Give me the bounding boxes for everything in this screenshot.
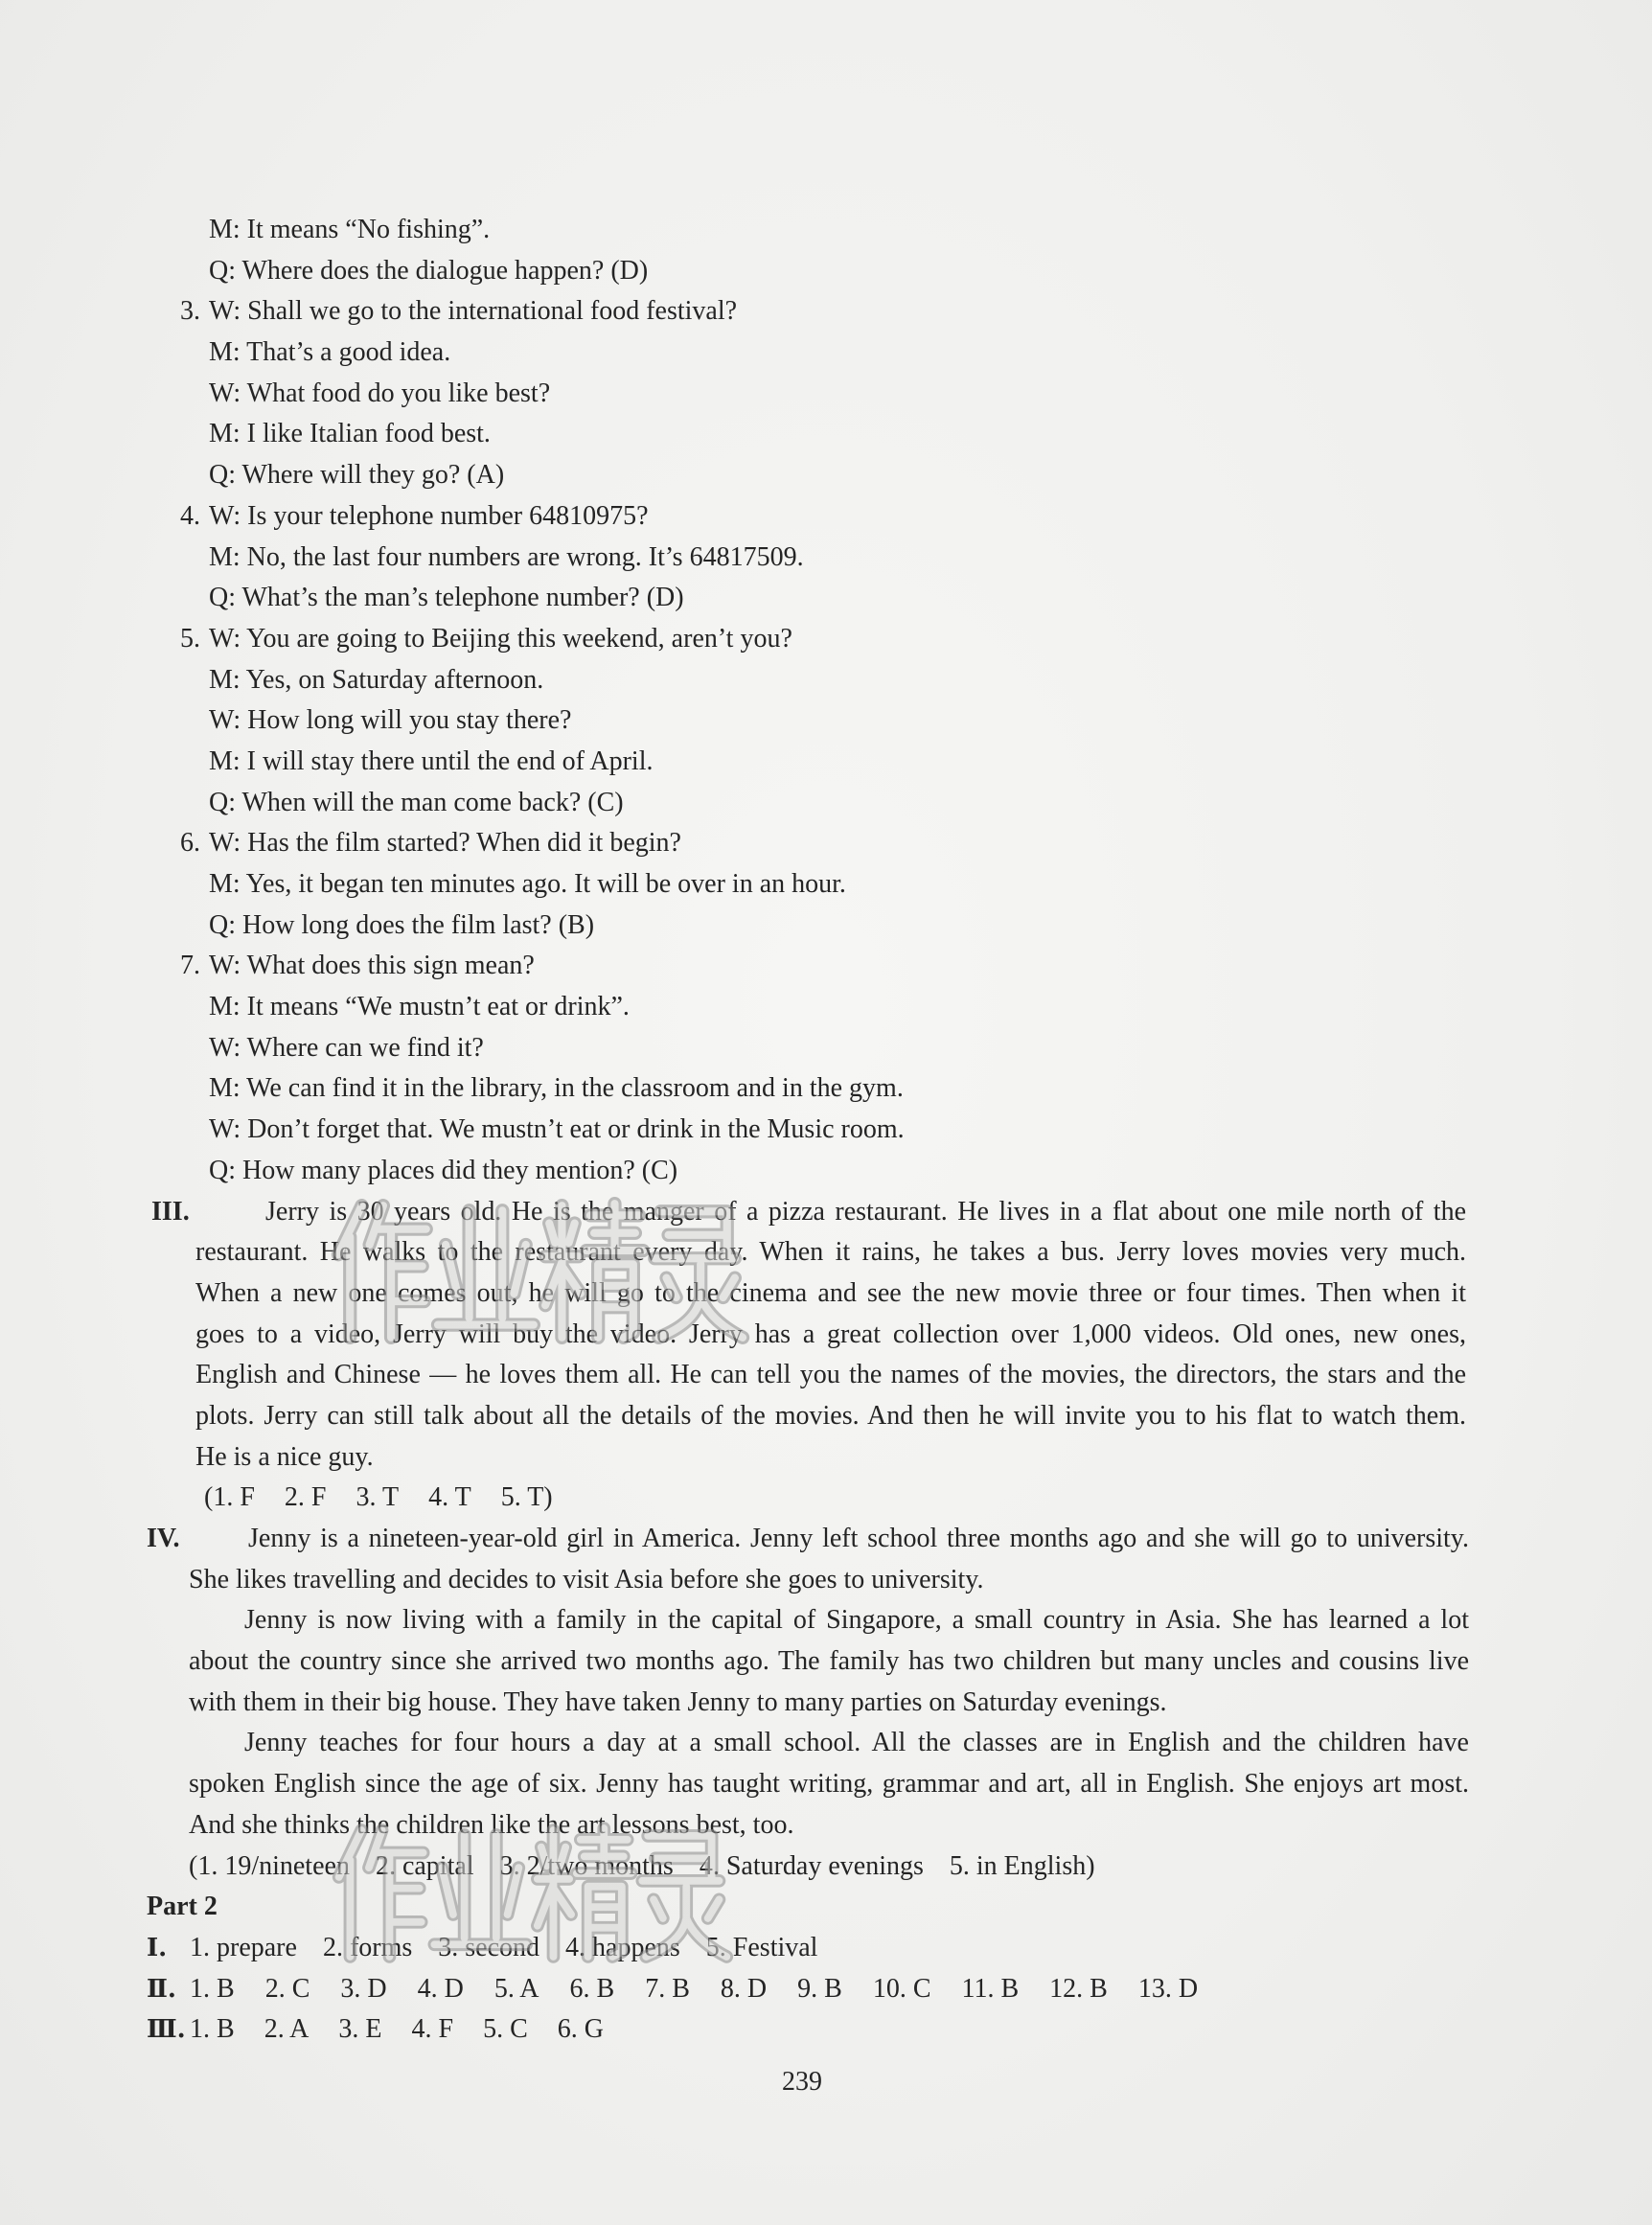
row-label: Ⅲ.	[147, 2015, 186, 2045]
row-label: Ⅱ.	[147, 1974, 176, 2004]
passage-line	[147, 1519, 1469, 1560]
dialogue-line: W: You are going to Beijing this weekend, aren’t you?	[209, 623, 792, 654]
answer-item: 1. prepare	[190, 1932, 297, 1962]
answer-item: 13. D	[1137, 1973, 1199, 2004]
answer-item: (1. F	[204, 1482, 255, 1513]
dialogue-line: M: Yes, it began ten minutes ago. It will be over in an hour.	[209, 869, 846, 899]
dialogue-line: Q: How long does the film last? (B)	[209, 909, 595, 940]
passage-line: about the country since she arrived two months ago. The family has two children but many uncles and cousins live	[189, 1646, 1469, 1677]
passage-line: Jenny is now living with a family in the capital of Singapore, a small country in Asia. She has learned a lot	[244, 1605, 1469, 1636]
answer-item: (1. 19/nineteen	[189, 1850, 350, 1881]
dialogue-line: M: That’s a good idea.	[209, 337, 451, 368]
answer-item: 3. E	[338, 2014, 382, 2045]
passage-line: with them in their big house. They have taken Jenny to many parties on Saturday evenings.	[189, 1686, 1167, 1717]
passage-line: And she thinks the children like the art lessons best, too.	[189, 1809, 794, 1840]
section-label: IV.	[147, 1524, 180, 1553]
answer-item: 3. second	[438, 1932, 540, 1962]
answer-row	[147, 1928, 1652, 1969]
dialogue-item-3	[180, 291, 1652, 333]
dialogue-line: Q: Where will they go? (A)	[209, 460, 505, 491]
passage-text: Jenny is a nineteen-year-old girl in America. Jenny left school three months ago and she will go to university.	[248, 1524, 1469, 1553]
dialogue-line: Q: What’s the man’s telephone number? (D)	[209, 583, 684, 613]
answer-item: 5. in English)	[949, 1850, 1095, 1881]
answer-item: 11. B	[961, 1973, 1020, 2004]
answer-row	[147, 2009, 1652, 2051]
answer-item: 2. F	[284, 1482, 327, 1513]
answer-item: 4. Saturday evenings	[699, 1850, 924, 1881]
answer-item: 8. D	[720, 1973, 768, 2004]
dialogue-line: W: Where can we find it?	[209, 1032, 484, 1063]
answer-item: 5. T)	[500, 1482, 553, 1513]
answer-line	[204, 1478, 1652, 1519]
answer-item: 3. 2/two months	[499, 1850, 674, 1881]
dialogue-line: W: How long will you stay there?	[209, 705, 572, 736]
passage-line: plots. Jerry can still talk about all the details of the movies. And then he will invite you to his flat to watch them.	[195, 1400, 1466, 1431]
row-label: Ⅰ.	[147, 1933, 168, 1962]
dialogue-number: 4.	[180, 500, 200, 531]
answer-item: 6. B	[569, 1973, 615, 2004]
answer-item: 6. G	[557, 2014, 604, 2045]
answer-item: 5. C	[483, 2014, 528, 2045]
passage-text: Jerry is 30 years old. He is the manger of a pizza restaurant. He lives in a flat about one mile north of the	[265, 1196, 1466, 1227]
passage-line: He is a nice guy.	[195, 1441, 374, 1472]
answer-line	[189, 1847, 1652, 1888]
answer-item: 1. B	[190, 2014, 235, 2045]
dialogue-line: Q: When will the man come back? (C)	[209, 787, 624, 817]
answer-item: 3. T	[356, 1482, 400, 1513]
passage-line: When a new one comes out, he will go to the cinema and see the new movie three or four times. Then when it	[195, 1277, 1466, 1308]
passage-line: She likes travelling and decides to visit Asia before she goes to university.	[189, 1564, 984, 1594]
answer-item: 2. A	[264, 2014, 310, 2045]
answer-item: 10. C	[872, 1973, 931, 2004]
dialogue-line: W: Don’t forget that. We mustn’t eat or drink in the Music room.	[209, 1114, 905, 1145]
dialogue-line: W: What food do you like best?	[209, 378, 551, 408]
dialogue-item-4	[180, 496, 1652, 538]
passage-line: English and Chinese — he loves them all. He can tell you the names of the movies, the directors, the stars and the	[195, 1360, 1466, 1390]
answer-item: 5. A	[493, 1973, 539, 2004]
answer-item: 9. B	[797, 1973, 842, 2004]
dialogue-line: W: What does this sign mean?	[209, 951, 535, 981]
answer-item: 4. D	[417, 1973, 464, 2004]
dialogue-line: M: It means “No fishing”.	[209, 215, 491, 244]
answer-item: 1. B	[190, 1973, 235, 2004]
dialogue-line: M: I like Italian food best.	[209, 419, 491, 449]
passage-line	[151, 1192, 1466, 1233]
dialogue-line: M: Yes, on Saturday afternoon.	[209, 664, 544, 695]
dialogue-line: W: Is your telephone number 64810975?	[209, 500, 649, 531]
dialogue-line: M: No, the last four numbers are wrong. It’s 64817509.	[209, 541, 804, 572]
dialogue-item-5	[180, 619, 1652, 660]
dialogue-number: 6.	[180, 828, 200, 859]
answer-item: 2. C	[264, 1973, 310, 2004]
dialogue-line: M: It means “We mustn’t eat or drink”.	[209, 992, 630, 1022]
dialogue-item-7	[180, 946, 1652, 987]
answer-item: 4. F	[411, 2014, 454, 2045]
page-content	[0, 210, 1652, 2051]
section-label: III.	[151, 1196, 190, 1227]
answer-item: 4. happens	[565, 1932, 680, 1962]
dialogue-line: M: I will stay there until the end of April.	[209, 745, 654, 776]
passage-line: restaurant. He walks to the restaurant every day. When it rains, he takes a bus. Jerry loves movies very much.	[195, 1237, 1466, 1268]
dialogue-number: 3.	[180, 296, 200, 327]
answer-item: 2. capital	[375, 1850, 474, 1881]
dialogue-item-6	[180, 823, 1652, 864]
answer-item: 7. B	[645, 1973, 690, 2004]
part-heading: Part 2	[147, 1892, 218, 1922]
dialogue-line: Q: How many places did they mention? (C)	[209, 1155, 678, 1185]
answer-item: 12. B	[1049, 1973, 1108, 2004]
dialogue-number: 5.	[180, 623, 200, 654]
passage-line: goes to a video, Jerry will buy the video. Jerry has a great collection over 1,000 videos. Old ones, new ones,	[195, 1319, 1466, 1349]
dialogue-line: W: Shall we go to the international food festival?	[209, 296, 738, 327]
passage-line: spoken English since the age of six. Jenny has taught writing, grammar and art, all in English. She enjoys art most.	[189, 1769, 1469, 1800]
answer-item: 3. D	[340, 1973, 387, 2004]
answer-row	[147, 1969, 1652, 2010]
dialogue-line: Q: Where does the dialogue happen? (D)	[209, 255, 649, 286]
answer-item: 4. T	[428, 1482, 471, 1513]
answer-item: 2. forms	[322, 1932, 413, 1962]
dialogue-number: 7.	[180, 951, 200, 981]
page-number: 239	[782, 2067, 822, 2097]
dialogue-line: M: We can find it in the library, in the classroom and in the gym.	[209, 1073, 904, 1104]
answer-item: 5. Festival	[705, 1932, 818, 1962]
dialogue-line: W: Has the film started? When did it begin?	[209, 828, 681, 859]
passage-line: Jenny teaches for four hours a day at a small school. All the classes are in English and the children have	[244, 1728, 1469, 1758]
